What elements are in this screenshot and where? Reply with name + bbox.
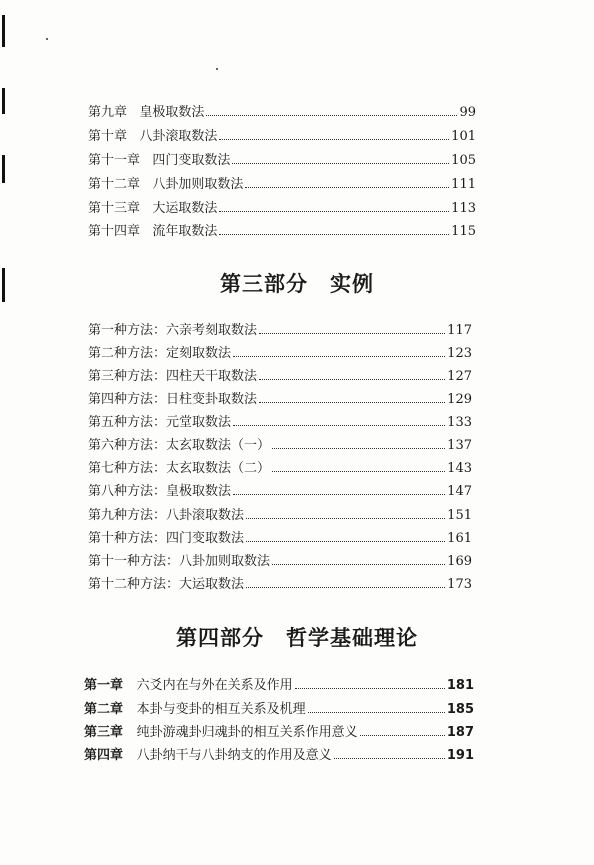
chapter-title: 八卦滚取数法 (139, 129, 218, 144)
scan-speck (216, 68, 218, 70)
chapter-number: 第二章 (84, 702, 124, 717)
dot-leader (245, 177, 449, 188)
method-label: 第二种方法：定刻取数法 (88, 346, 232, 361)
scan-speck (46, 38, 48, 40)
dot-leader (308, 702, 445, 713)
dot-leader (259, 369, 445, 380)
page-number: 191 (446, 748, 474, 763)
toc-entry[interactable] (84, 678, 474, 694)
dot-leader (259, 392, 445, 403)
toc-entry[interactable] (88, 577, 472, 593)
dot-leader (295, 678, 445, 689)
dot-leader (360, 725, 445, 736)
method-label: 第一种方法：六亲考刻取数法 (88, 323, 258, 338)
chapter-title: 本卦与变卦的相互关系及机理 (136, 702, 306, 717)
dot-leader (246, 508, 445, 519)
page-number: 151 (447, 508, 472, 523)
chapter-number: 第十章 (88, 129, 128, 144)
toc-entry[interactable] (84, 748, 474, 764)
chapter-number: 第十三章 (88, 201, 141, 216)
toc-entry[interactable] (88, 484, 472, 500)
dot-leader (272, 461, 445, 472)
scan-edge-mark (2, 155, 5, 183)
page-number: 143 (447, 461, 472, 476)
dot-leader (259, 323, 445, 334)
method-label: 第五种方法：元堂取数法 (88, 415, 232, 430)
page-number: 187 (446, 725, 474, 740)
chapter-number: 第三章 (84, 725, 124, 740)
toc-entry[interactable] (88, 369, 472, 385)
method-label: 第三种方法：四柱天干取数法 (88, 369, 258, 384)
page-number: 169 (447, 554, 472, 569)
chapter-number: 第四章 (84, 748, 124, 763)
toc-entry[interactable] (88, 392, 472, 408)
chapter-number: 第十四章 (88, 224, 141, 239)
page-number: 161 (447, 531, 472, 546)
page-number: 101 (451, 129, 476, 144)
method-label: 第十二种方法：大运取数法 (88, 577, 245, 592)
chapter-number: 第九章 (88, 105, 128, 120)
chapter-title: 纯卦游魂卦归魂卦的相互关系作用意义 (136, 725, 358, 740)
scan-edge-mark (2, 88, 5, 114)
dot-leader (233, 415, 445, 426)
toc-entry[interactable] (88, 554, 472, 570)
dot-leader (206, 105, 457, 116)
toc-entry[interactable] (88, 129, 476, 145)
chapter-number: 第十一章 (88, 153, 141, 168)
dot-leader (246, 577, 445, 588)
toc-entry[interactable] (88, 508, 472, 524)
chapter-title: 流年取数法 (152, 224, 218, 239)
toc-entry[interactable] (88, 438, 472, 454)
dot-leader (246, 531, 445, 542)
toc-entry[interactable] (88, 177, 476, 193)
toc-entry[interactable] (88, 105, 476, 121)
page-number: 173 (447, 577, 472, 592)
chapter-title: 四门变取数法 (152, 153, 231, 168)
toc-entry[interactable] (88, 224, 476, 240)
chapter-title: 八卦纳干与八卦纳支的作用及意义 (136, 748, 332, 763)
method-label: 第十一种方法：八卦加则取数法 (88, 554, 271, 569)
page-number: 185 (446, 702, 474, 717)
chapter-title: 八卦加则取数法 (152, 177, 244, 192)
chapter-number: 第一章 (84, 678, 124, 693)
toc-entry[interactable] (88, 153, 476, 169)
method-label: 第七种方法：太玄取数法（二） (88, 461, 271, 476)
toc-entry[interactable] (84, 725, 474, 741)
method-label: 第九种方法：八卦滚取数法 (88, 508, 245, 523)
page-number: 115 (451, 224, 476, 239)
toc-entry[interactable] (88, 415, 472, 431)
dot-leader (232, 153, 449, 164)
toc-entry[interactable] (88, 201, 476, 217)
toc-entry[interactable] (88, 531, 472, 547)
page-number: 105 (451, 153, 476, 168)
section-heading-part-four: 第四部分 哲学基础理论 (176, 626, 418, 650)
page-number: 113 (451, 201, 476, 216)
toc-entry[interactable] (88, 346, 472, 362)
chapter-title: 六爻内在与外在关系及作用 (136, 678, 293, 693)
method-label: 第十种方法：四门变取数法 (88, 531, 245, 546)
page-number: 127 (447, 369, 472, 384)
dot-leader (219, 201, 449, 212)
page-number: 129 (447, 392, 472, 407)
chapter-number: 第十二章 (88, 177, 141, 192)
method-label: 第六种方法：太玄取数法（一） (88, 438, 271, 453)
method-label: 第四种方法：日柱变卦取数法 (88, 392, 258, 407)
dot-leader (334, 748, 445, 759)
scan-edge-mark (2, 15, 5, 47)
dot-leader (233, 484, 445, 495)
section-heading-part-three: 第三部分 实例 (220, 272, 374, 296)
page-number: 181 (446, 678, 474, 693)
toc-entry[interactable] (88, 461, 472, 477)
page-number: 111 (451, 177, 476, 192)
page-number: 147 (447, 484, 472, 499)
dot-leader (272, 554, 445, 565)
chapter-title: 大运取数法 (152, 201, 218, 216)
page-number: 117 (447, 323, 472, 338)
page-number: 137 (447, 438, 472, 453)
chapter-title: 皇极取数法 (139, 105, 205, 120)
method-label: 第八种方法：皇极取数法 (88, 484, 232, 499)
toc-entry[interactable] (88, 323, 472, 339)
dot-leader (233, 346, 445, 357)
page-number: 133 (447, 415, 472, 430)
page-number: 123 (447, 346, 472, 361)
dot-leader (272, 438, 445, 449)
page-number: 99 (459, 105, 476, 120)
toc-entry[interactable] (84, 702, 474, 718)
dot-leader (219, 224, 449, 235)
dot-leader (219, 129, 449, 140)
